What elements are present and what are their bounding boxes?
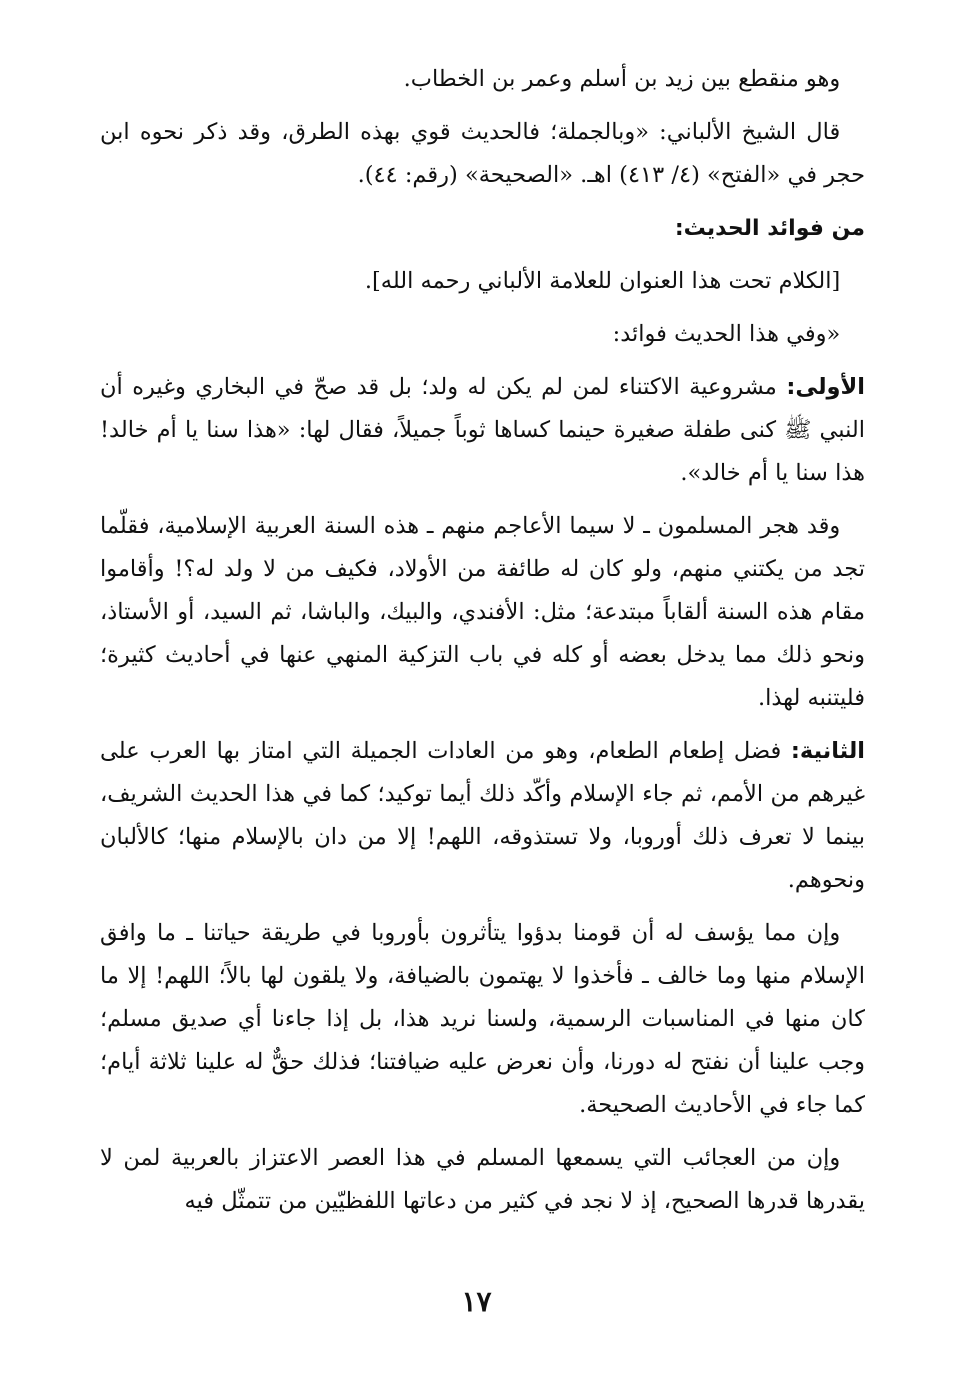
paragraph-2: قال الشيخ الألباني: «وبالجملة؛ فالحديث قوي بهذه الطرق، وقد ذكر نحوه ابن حجر في «الفتح» (٤/ ٤١٣) اهـ. «الصحيحة» (رقم: ٤٤).: [100, 119, 865, 188]
paragraph-1: وهو منقطع بين زيد بن أسلم وعمر بن الخطاب.: [403, 66, 841, 92]
first-benefit-text: مشروعية الاكتناء لمن لم يكن له ولد؛ بل قد صحّ في البخاري وغيره أن النبي ﷺ كنى طفلة صغيرة حينما كساها ثوباً جميلاً، فقال لها: «هذا سنا يا أم خالد! هذا سنا يا أم خالد».: [100, 374, 865, 486]
page-body: [100, 58, 865, 1233]
second-benefit: [100, 730, 865, 902]
section-heading: من فوائد الحديث:: [674, 216, 865, 241]
page-number: ١٧: [461, 1285, 492, 1318]
second-benefit-continued-1: وإن مما يؤسف له أن قومنا بدؤوا يتأثرون بأوروبا في طريقة حياتنا ـ ما وافق الإسلام منها وما خالف ـ فأخذوا لا يهتمون بالضيافة، ولا يلقون لها بالاً؛ اللهم! إلا ما كان منها في المناسبات الرسمية، ولسنا نريد هذا، بل إذا جاءنا أي صديق مسلم؛ وجب علينا أن نفتح له دورنا، وأن نعرض عليه ضيافتنا؛ فذلك حقٌّ له علينا ثلاثة أيام؛ كما جاء في الأحاديث الصحيحة.: [100, 920, 865, 1118]
second-benefit-lead: الثانية:: [790, 738, 865, 764]
intro-line: «وفي هذا الحديث فوائد:: [612, 321, 841, 347]
first-benefit-continued: وقد هجر المسلمون ـ لا سيما الأعاجم منهم ـ هذه السنة العربية الإسلامية، فقلّما تجد من يكتني منهم، ولو كان له طائفة من الأولاد، فكيف من لا ولد له؟! وأقاموا مقام هذه السنة ألقاباً مبتدعة؛ مثل: الأفندي، والبيك، والباشا، ثم السيد، أو الأستاذ، ونحو ذلك مما يدخل بعضه أو كله في باب التزكية المنهي عنها في أحاديث كثيرة؛ فليتنبه لهذا.: [100, 513, 865, 711]
second-benefit-text: فضل إطعام الطعام، وهو من العادات الجميلة التي امتاز بها العرب على غيرهم من الأمم، ثم جاء الإسلام وأكّد ذلك أيما توكيد؛ كما في هذا الحديث الشريف، بينما لا تعرف ذلك أوروبا، ولا تستذوقه، اللهم! إلا من دان بالإسلام منها؛ كالألبان ونحوهم.: [100, 738, 865, 893]
second-benefit-continued-2: وإن من العجائب التي يسمعها المسلم في هذا العصر الاعتزاز بالعربية لمن لا يقدرها قدرها الصحيح، إذ لا نجد في كثير من دعاتها اللفظيّين من تتمثّل فيه: [100, 1145, 865, 1214]
first-benefit: [100, 366, 865, 495]
editor-note: [الكلام تحت هذا العنوان للعلامة الألباني رحمه الله].: [364, 268, 841, 294]
first-benefit-lead: الأولى:: [786, 374, 865, 400]
